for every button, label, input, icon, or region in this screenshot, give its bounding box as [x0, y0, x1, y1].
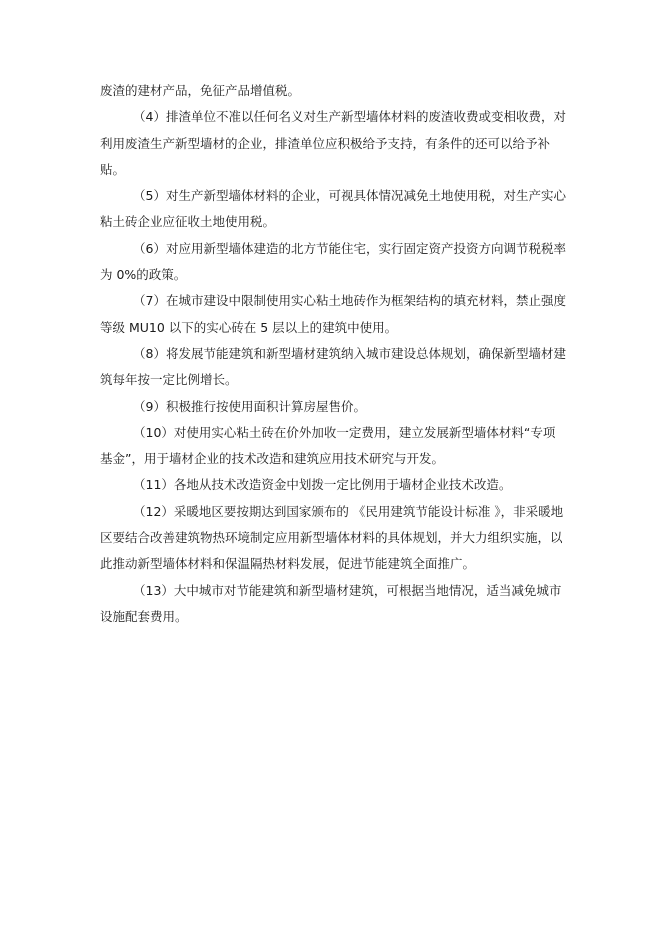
paragraph-item-5: （5）对生产新型墙体材料的企业，可视具体情况减免土地使用税，对生产实心粘土砖企业应征收土地使用税。 — [100, 188, 566, 230]
paragraph-item-6: （6）对应用新型墙体建造的北方节能住宅，实行固定资产投资方向调节税税率为 0%的政策。 — [100, 240, 566, 283]
paragraph-item-4: （4）排渣单位不准以任何名义对生产新型墙体材料的废渣收费或变相收费，对利用废渣生产新型墙材的企业，排渣单位应积极给予支持，有条件的还可以给予补贴。 — [100, 109, 566, 177]
paragraph-item-13: （13）大中城市对节能建筑和新型墙材建筑，可根据当地情况，适当减免城市设施配套费用。 — [100, 582, 562, 624]
paragraph-item-12: （12）采暖地区要按期达到国家颁布的 《民用建筑节能设计标准 》，非采暖地区要结合改善建筑物热环境制定应用新型墙体材料的具体规划，并大力组织实施，以此推动新型墙体材料和保温隔热材料发展，促进节能建筑全面推广。 — [100, 503, 564, 572]
document-body — [100, 78, 566, 630]
paragraph-continuation: 废渣的建材产品，免征产品增值税。 — [100, 83, 301, 98]
paragraph-item-10: （10）对使用实心粘土砖在价外加收一定费用，建立发展新型墙体材料“专项基金”，用于墙材企业的技术改造和建筑应用技术研究与开发。 — [100, 424, 556, 467]
paragraph-item-11: （11）各地从技术改造资金中划拨一定比例用于墙材企业技术改造。 — [133, 477, 512, 493]
paragraph-item-8: （8）将发展节能建筑和新型墙材建筑纳入城市建设总体规划，确保新型墙材建筑每年按一定比例增长。 — [100, 345, 566, 388]
paragraph-item-7: （7）在城市建设中限制使用实心粘土地砖作为框架结构的填充材料，禁止强度等级 MU10 以下的实心砖在 5 层以上的建筑中使用。 — [100, 293, 566, 335]
paragraph-item-9: （9）积极推行按使用面积计算房屋售价。 — [133, 398, 366, 414]
